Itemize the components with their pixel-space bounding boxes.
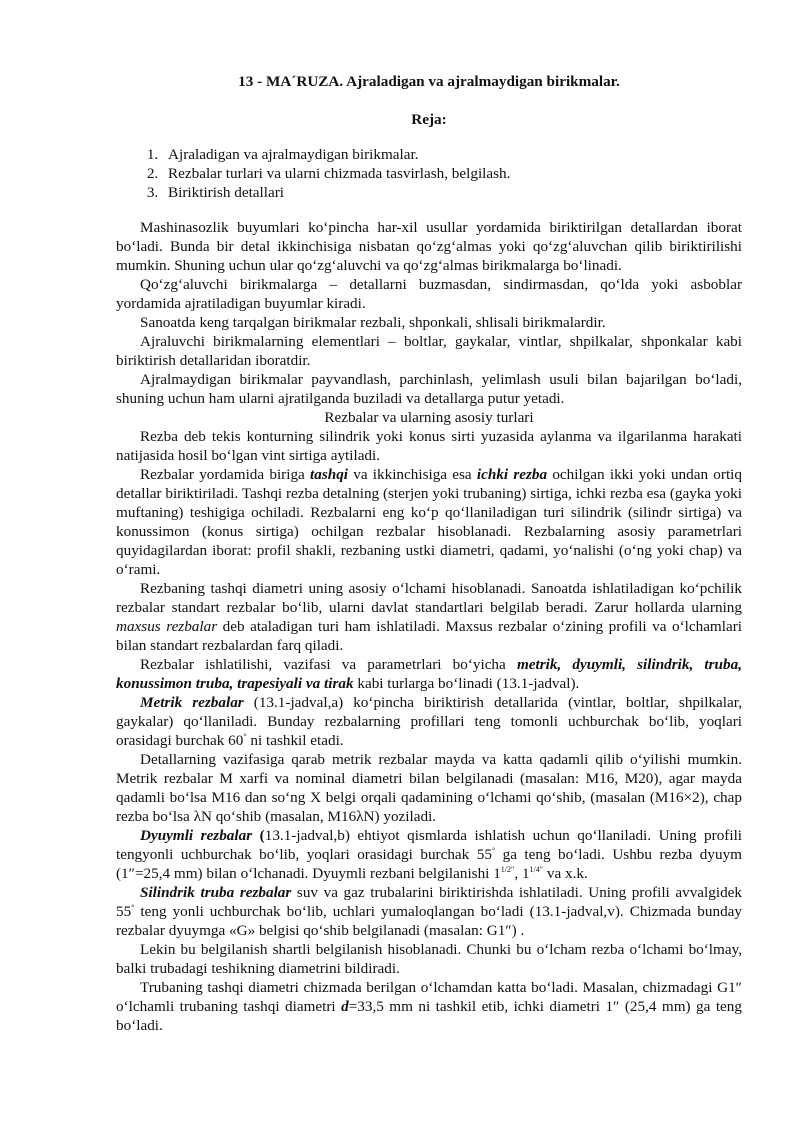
paragraph-13 (116, 883, 742, 940)
paragraph-5: Ajralmaydigan birikmalar payvandlash, parchinlash, yelimlash usuli bilan bajarilgan boʻladi, shuning uchun ham ularni ajratilganda buziladi va detallarga putur yetadi. (116, 371, 742, 407)
emphasis-ichki-rezba: ichki rezba (476, 466, 548, 483)
superscript: 1/4″ (529, 865, 544, 874)
paragraph-1: Mashinasozlik buyumlari koʻpincha har-xil usullar yordamida biriktirilgan detallardan iborat boʻladi. Bunda bir detal ikkinchisiga nisbatan qoʻzgʻalmas yoki qoʻzgʻaluvchan qilib biriktirilishi mumkin. Shuning uchun ular qoʻzgʻaluvchi va qoʻzgʻalmas birikmalarga boʻlinadi. (116, 219, 742, 274)
text-run: deb ataladigan turi ham ishlatiladi. Maxsus rezbalar oʻzining profili va oʻlchamlari bilan standart rezbalardan farq qiladi. (116, 618, 742, 654)
paragraph-8 (116, 579, 742, 655)
text-run: ni tashkil etadi. (246, 732, 344, 749)
text-run: ochilgan ikki yoki undan ortiq detallar biriktiriladi. Tashqi rezba detalning (sterjen yoki trubaning) sirtiga, ichki rezba esa (gayka yoki muftaning) teshigiga ochiladi. Rezbalarni eng koʻp qoʻllaniladigan turi silindrik (silindr sirtiga) va konussimon (konus sirtiga) ochilgan rezbalar hisoblanadi. Rezbalarning asosiy parametrlari quyidagilardan iborat: profil shakli, rezbaning ustki diametri, qadami, yoʻnalishi (oʻng yoki chap) va oʻrami. (116, 466, 742, 578)
plan-list (116, 145, 742, 202)
emphasis-d: d (341, 998, 349, 1015)
degree-sign: ° (243, 732, 247, 741)
degree-sign: ° (131, 903, 135, 912)
text-run: =33,5 mm ni tashkil etib, ichki diametri 1″ (25,4 mm) ga teng boʻladi. (116, 998, 742, 1034)
emphasis-silindrik-truba: Silindrik truba rezbalar (140, 884, 292, 901)
text-run: va x.k. (543, 865, 588, 882)
text-run: 13.1-jadval,b) ehtiyot qismlarda ishlatish uchun qoʻllaniladi. Uning profili tengyonli uchburchak boʻlib, yoqlari orasidagi burchak 55 (116, 827, 743, 863)
text-run: , 1 (514, 865, 530, 882)
plan-item: 2. Rezbalar turlari va ularni chizmada tasvirlash, belgilash. (162, 164, 742, 183)
emphasis-metrik-rezbalar: Metrik rezbalar (140, 694, 244, 711)
text-run: teng yonli uchburchak boʻlib, uchlari yumaloqlangan boʻladi (13.1-jadval,v). Chizmada bunday rezbalar dyuymga «G» belgisi qoʻshib belgilanadi (masalan: G1″) . (116, 903, 742, 939)
superscript: 1/2″ (500, 865, 515, 874)
text-run: Trubaning tashqi diametri chizmada berilgan oʻlchamdan katta boʻladi. Masalan, chizmadagi G1″ oʻlchamli trubaning tashqi diametri (116, 979, 742, 1015)
section-subtitle: Rezbalar va ularning asosiy turlari (324, 409, 534, 426)
text-run: Rezbalar ishlatilishi, vazifasi va parametrlari boʻyicha (140, 656, 517, 673)
paragraph-6: Rezba deb tekis konturning silindrik yoki konus sirti yuzasida aylanma va ilgarilanma harakati natijasida hosil boʻlgan vint sirtiga aytiladi. (116, 428, 742, 464)
paragraph-15 (116, 978, 742, 1035)
paragraph-12 (116, 826, 742, 883)
paragraph-2: Qoʻzgʻaluvchi birikmalarga – detallarni buzmasdan, sindirmasdan, qoʻlda yoki asboblar yordamida ajratiladigan buyumlar kiradi. (116, 276, 742, 312)
plan-heading: Reja: (411, 111, 447, 128)
lecture-title: 13 - MA´RUZA. Ajraladigan va ajralmaydigan birikmalar. (238, 73, 620, 90)
plan-item: 3. Biriktirish detallari (162, 183, 742, 202)
text-run: Rezbalar yordamida biriga (140, 466, 311, 483)
degree-sign: ° (491, 846, 496, 855)
emphasis-thread-types: metrik, dyuymli, silindrik, truba, konussimon truba, trapesiyali va tirak (116, 656, 742, 692)
paragraph-9 (116, 655, 742, 693)
text-run: ( (252, 827, 265, 844)
paragraph-14: Lekin bu belgilanish shartli belgilanish hisoblanadi. Chunki bu oʻlcham rezba oʻlchami boʻlmay, balki trubadagi teshikning diametrini bildiradi. (116, 941, 742, 977)
text-run: (13.1-jadval,a) koʻpincha biriktirish detallarida (vintlar, boltlar, shpilkalar, gaykalar) qoʻllaniladi. Bunday rezbalarning profillari teng tomonli uchburchak boʻlib, yoqlari orasidagi burchak 60 (116, 694, 742, 749)
text-run: va ikkinchisiga esa (348, 466, 477, 483)
text-run: suv va gaz trubalarini biriktirishda ishlatiladi. Uning profili avvalgidek 55 (116, 884, 742, 920)
emphasis-maxsus-rezbalar: maxsus rezbalar (116, 618, 218, 635)
paragraph-11: Detallarning vazifasiga qarab metrik rezbalar mayda va katta qadamli qilib oʻyilishi mumkin. Metrik rezbalar M xarfi va nominal diametri bilan belgilanadi (masalan: M16, M20), agar mayda qadamli boʻlsa M16 dan soʻng X belgi orqali qadamining oʻlchami qoʻshib, (masalan (M16×2), chap rezba boʻlsa λN qoʻshib (masalan, M16λN) yoziladi. (116, 751, 742, 825)
emphasis-tashqi: tashqi (310, 466, 349, 483)
text-run: kabi turlarga boʻlinadi (13.1-jadval). (353, 675, 580, 692)
paragraph-4: Ajraluvchi birikmalarning elementlari – boltlar, gaykalar, vintlar, shpilkalar, shponkalar kabi biriktirish detallaridan iboratdir. (116, 333, 742, 369)
emphasis-dyuymli-rezbalar: Dyuymli rezbalar (140, 827, 253, 844)
text-run: Rezbaning tashqi diametri uning asosiy oʻlchami hisoblanadi. Sanoatda ishlatiladigan koʻpchilik rezbalar standart rezbalar boʻlib, ularni davlat standartlari belgilab beradi. Zarur hollarda ularning (116, 580, 742, 616)
paragraph-10 (116, 693, 742, 750)
paragraph-3: Sanoatda keng tarqalgan birikmalar rezbali, shponkali, shlisali birikmalardir. (140, 314, 606, 331)
paragraph-7 (116, 465, 742, 579)
text-run: ga teng boʻladi. Ushbu rezba dyuym (1″=25,4 mm) bilan oʻlchanadi. Dyuymli rezbani belgilanishi 1 (116, 846, 742, 882)
plan-item: 1. Ajraladigan va ajralmaydigan birikmalar. (162, 145, 742, 164)
